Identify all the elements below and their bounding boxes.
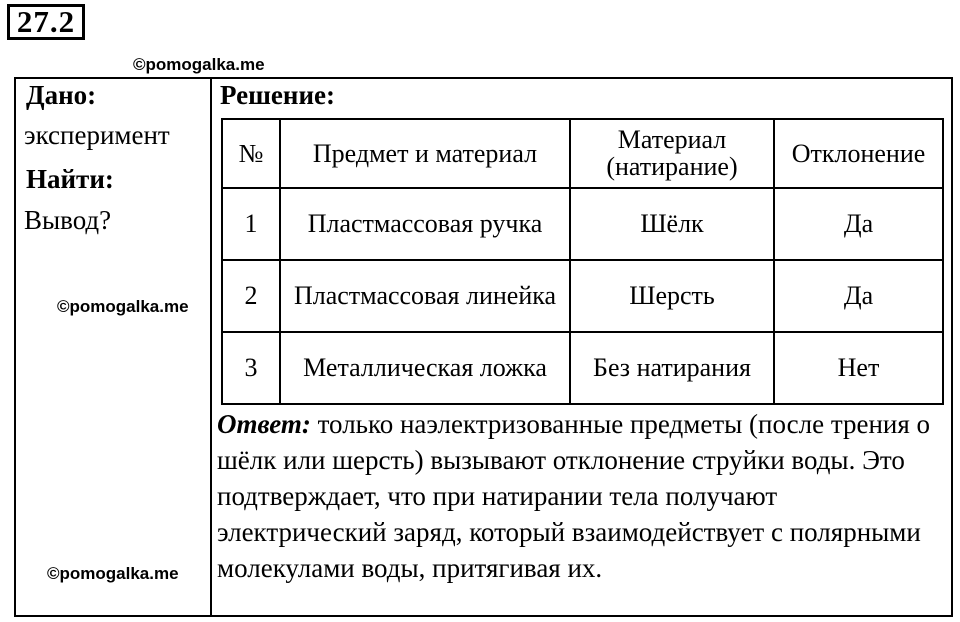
- cell-material: Шерсть: [570, 260, 774, 332]
- given-title: Дано:: [26, 80, 97, 110]
- table-row: [222, 260, 943, 332]
- header-subject: Предмет и материал: [280, 119, 570, 188]
- cell-deflection: Нет: [774, 332, 943, 404]
- cell-number: 1: [222, 188, 280, 260]
- table-row: [222, 188, 943, 260]
- watermark: ©pomogalka.me: [47, 564, 179, 583]
- header-deflection: Отклонение: [774, 119, 943, 188]
- cell-subject: Металлическая ложка: [280, 332, 570, 404]
- column-divider: [210, 77, 212, 617]
- cell-deflection: Да: [774, 260, 943, 332]
- given-value: эксперимент: [24, 120, 170, 150]
- cell-material: Без натирания: [570, 332, 774, 404]
- cell-material: Шёлк: [570, 188, 774, 260]
- problem-number: 27.2: [7, 4, 85, 40]
- cell-deflection: Да: [774, 188, 943, 260]
- solution-title: Решение:: [220, 80, 335, 110]
- answer-text: только наэлектризованные предметы (после трения о шёлк или шерсть) вызывают отклонение струйки воды. Это подтверждает, что при натирании тела получают электрический заряд, который взаимодействует с полярными молекулами воды, притягивая их.: [217, 409, 931, 583]
- cell-subject: Пластмассовая линейка: [280, 260, 570, 332]
- answer-label: Ответ:: [217, 409, 311, 439]
- watermark: ©pomogalka.me: [133, 55, 265, 74]
- find-value: Вывод?: [24, 205, 112, 235]
- header-material: Материал (натирание): [570, 119, 774, 188]
- header-number: №: [222, 119, 280, 188]
- find-title: Найти:: [26, 164, 114, 194]
- answer-paragraph: [217, 406, 942, 586]
- results-table: [221, 118, 944, 405]
- watermark: ©pomogalka.me: [57, 297, 189, 316]
- cell-number: 3: [222, 332, 280, 404]
- table-header-row: [222, 119, 943, 188]
- table-row: [222, 332, 943, 404]
- cell-number: 2: [222, 260, 280, 332]
- cell-subject: Пластмассовая ручка: [280, 188, 570, 260]
